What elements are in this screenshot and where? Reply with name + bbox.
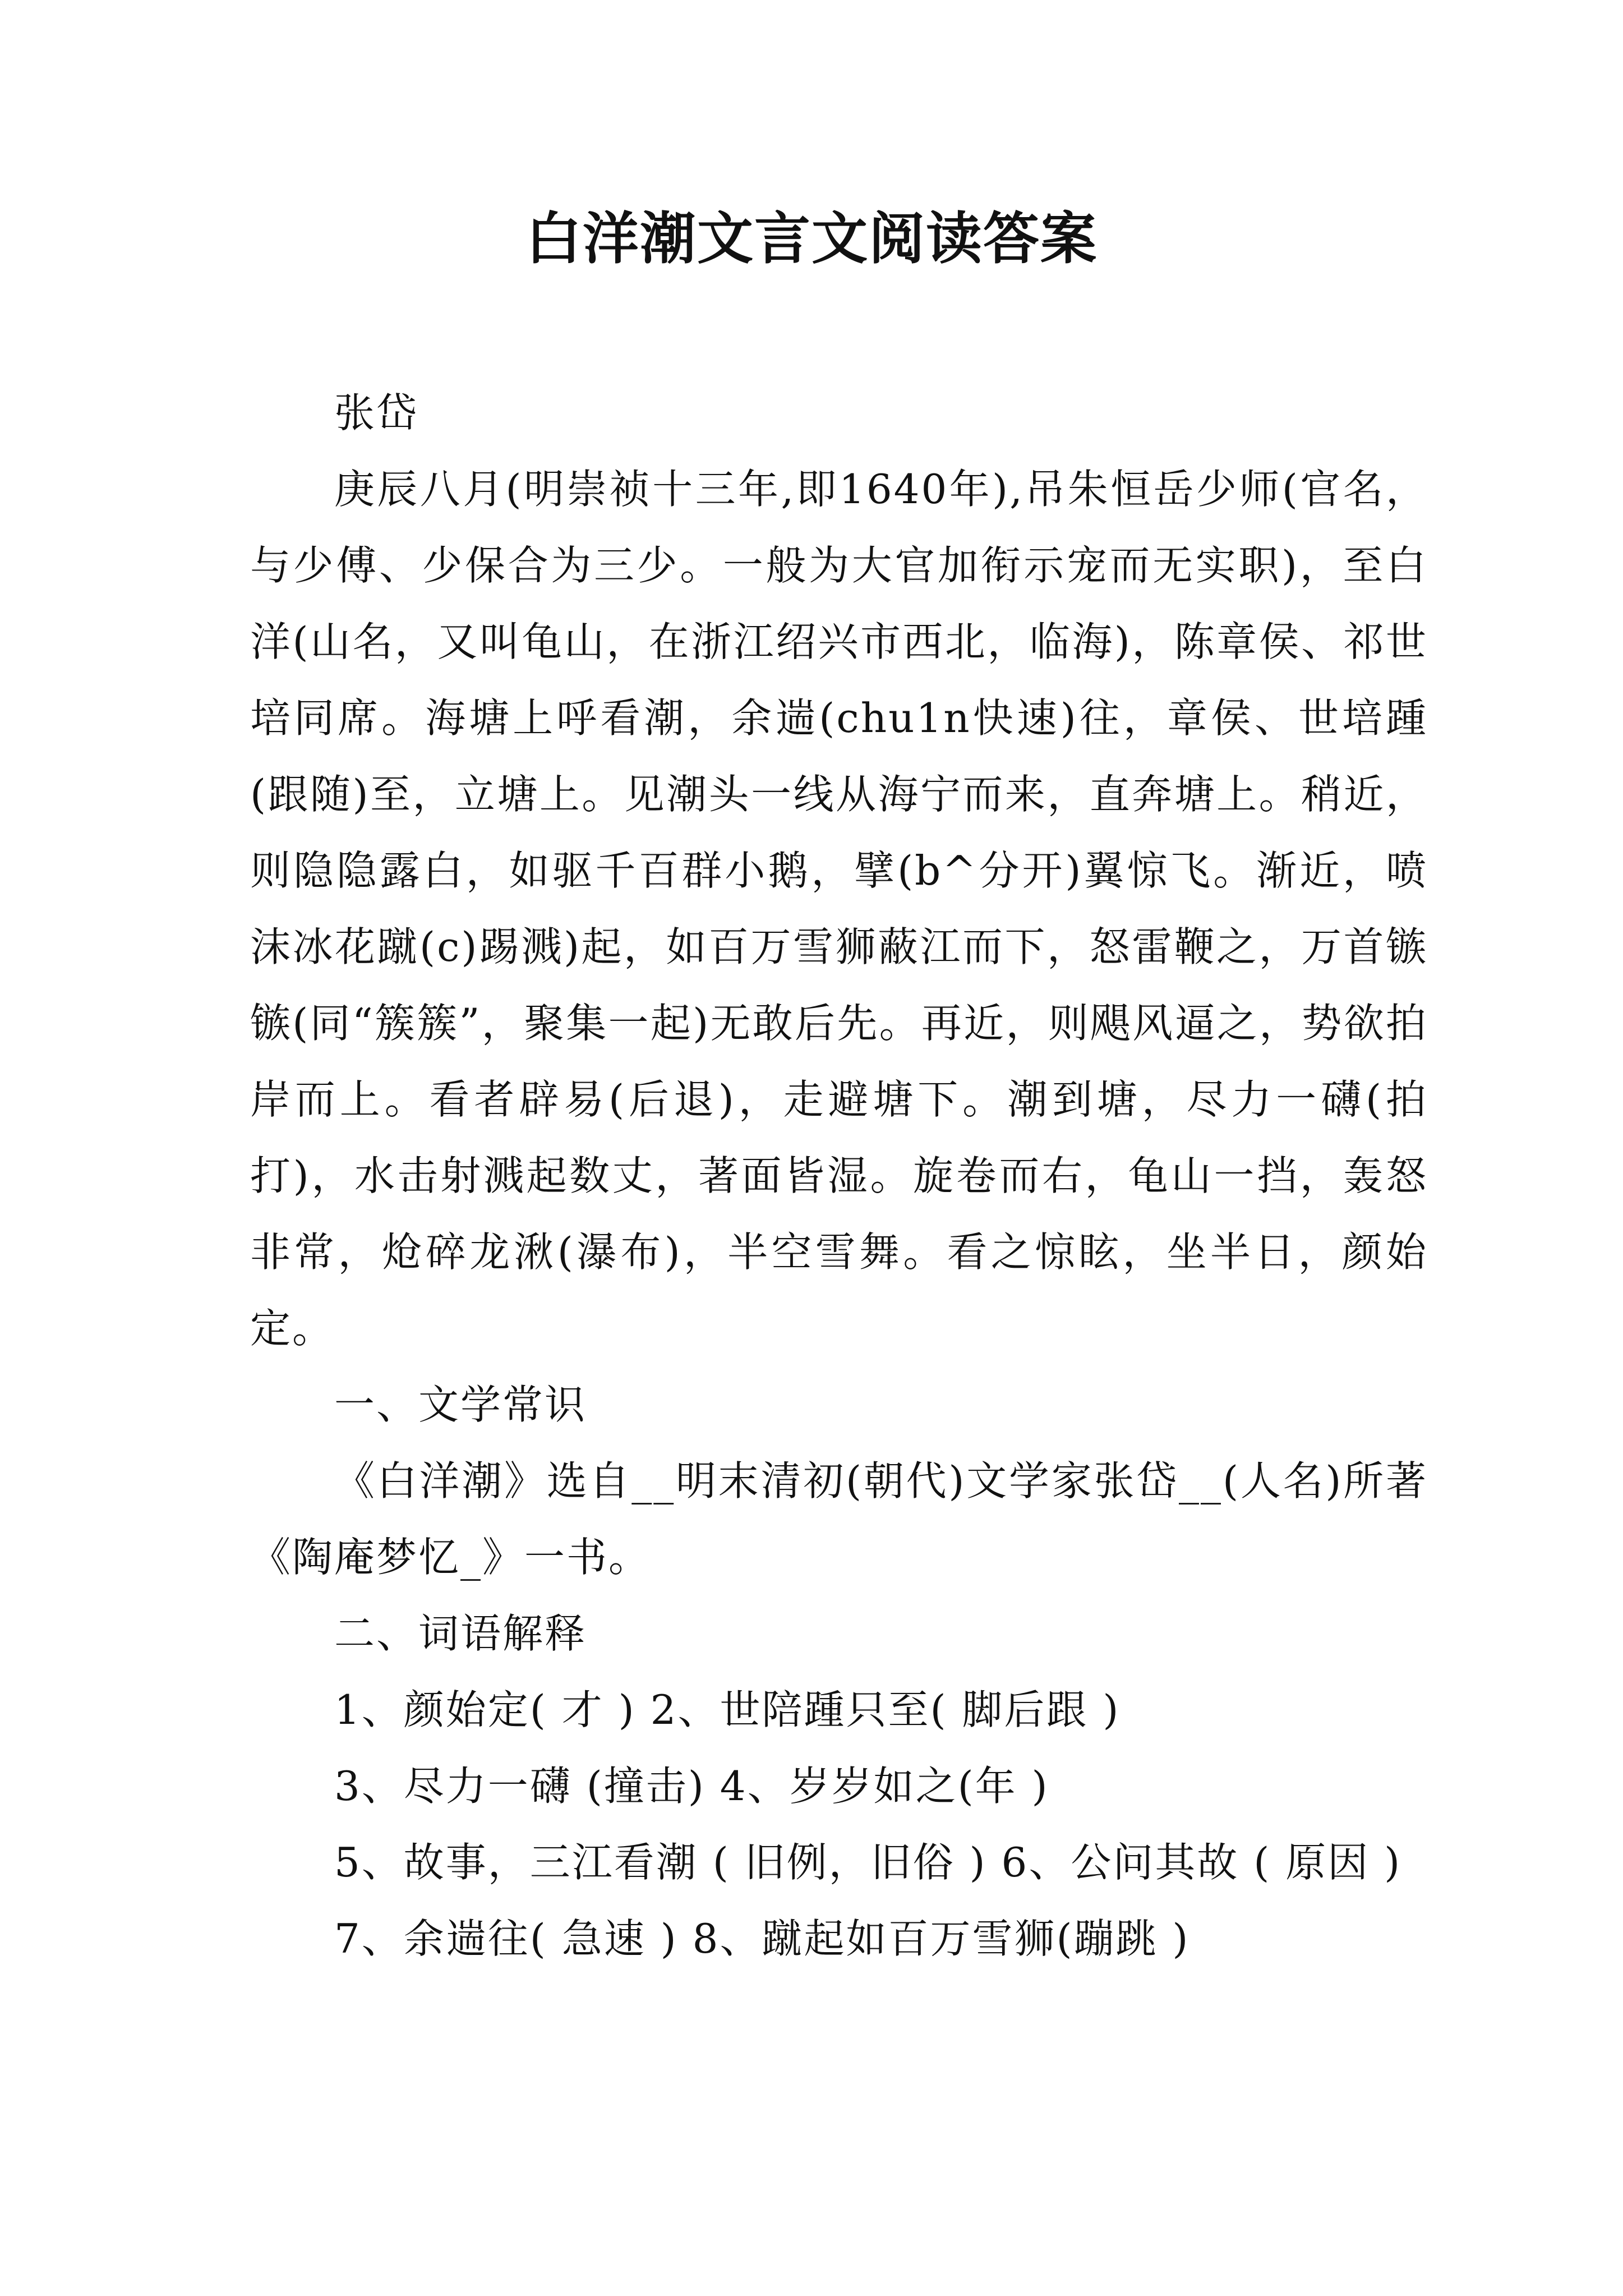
word-explanation-line-3: 5、故事，三江看潮 ( 旧例，旧俗 ) 6、公问其故 ( 原因 ) (334, 1839, 1402, 1886)
word-explanation-line-2: 3、尽力一礴 (撞击) 4、岁岁如之(年 ) (334, 1763, 1049, 1810)
word-explanation-line-4: 7、余遄往( 急速 ) 8、蹴起如百万雪狮(蹦跳 ) (334, 1915, 1190, 1962)
literary-knowledge-answer: 《白洋潮》选自__明末清初(朝代)文学家张岱__(人名)所著《陶庵梦忆_》一书。 (250, 1457, 1428, 1581)
section-heading-word-explanation: 二、词语解释 (334, 1610, 587, 1657)
author-line: 张岱 (334, 389, 419, 436)
document-title: 白洋潮文言文阅读答案 (525, 205, 1098, 272)
classical-text-paragraph: 庚辰八月(明崇祯十三年,即1640年),吊朱恒岳少师(官名，与少傅、少保合为三少。一般为大官加衔示宠而无实职)，至白洋(山名，又叫龟山，在浙江绍兴市西北，临海)，陈章侯、祁世培同席。海塘上呼看潮，余遄(chu1n快速)往，章侯、世培踵(跟随)至，立塘上。见潮头一线从海宁而来，直奔塘上。稍近，则隐隐露白，如驱千百群小鹅，擘(b^分开)翼惊飞。渐近，喷沫冰花蹴(c)踢溅)起，如百万雪狮蔽江而下，怒雷鞭之，万首镞镞(同“簇簇”，聚集一起)无敢后先。再近，则飓风逼之，势欲拍岸而上。看者辟易(后退)，走避塘下。潮到塘，尽力一礴(拍打)，水击射溅起数丈，著面皆湿。旋卷而右，龟山一挡，轰怒非常，炝碎龙湫(瀑布)，半空雪舞。看之惊眩，坐半日，颜始定。 (250, 466, 1428, 1352)
word-explanation-line-1: 1、颜始定( 才 ) 2、世陪踵只至( 脚后跟 ) (334, 1686, 1121, 1733)
document-body (250, 375, 1428, 1977)
section-heading-literary-knowledge: 一、文学常识 (334, 1381, 587, 1428)
